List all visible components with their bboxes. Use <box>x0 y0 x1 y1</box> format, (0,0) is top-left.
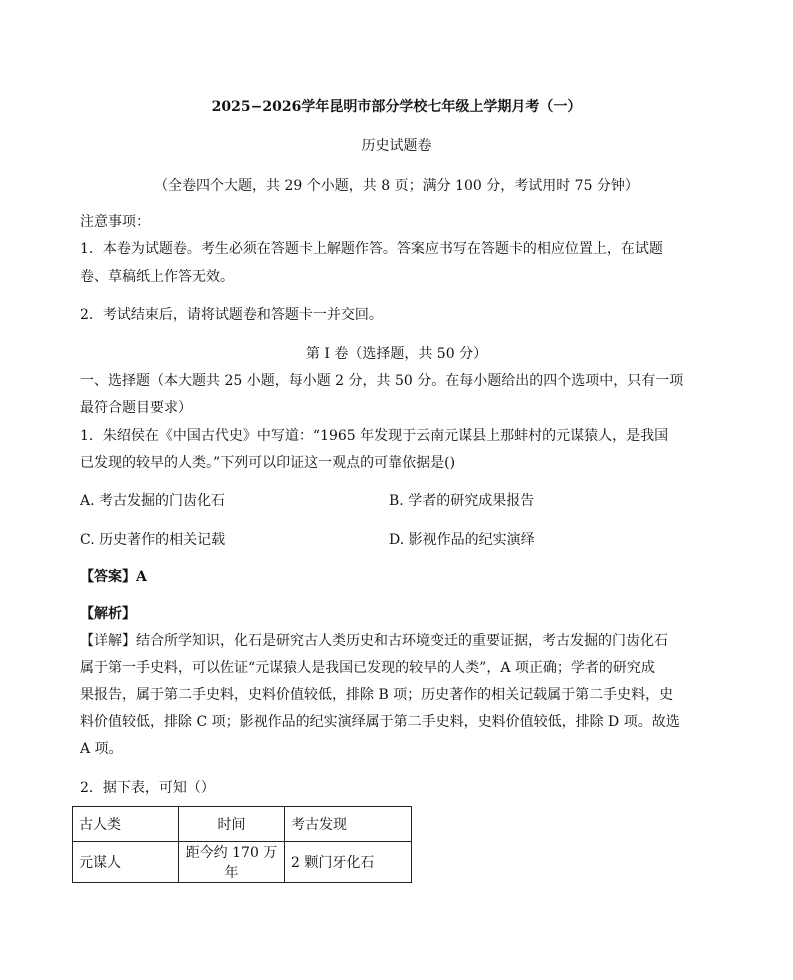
section-title: 第 I 卷（选择题，共 50 分） <box>305 346 488 362</box>
table-header-cell: 古人类 <box>73 807 179 842</box>
table-cell: 元谋人 <box>73 842 179 883</box>
q1-option-b: B. 学者的研究成果报告 <box>389 493 535 509</box>
notes-heading: 注意事项： <box>80 214 150 230</box>
table-cell: 2 颗门牙化石 <box>285 842 412 883</box>
q1-stem-line-1: 1．朱绍侯在《中国古代史》中写道：“1965 年发现于云南元谋县上那蚌村的元谋猿人，是我国 <box>80 428 669 444</box>
table-header-row <box>73 807 412 842</box>
q1-option-a: A. 考古发掘的门齿化石 <box>80 493 226 509</box>
table-cell: 距今约 170 万年 <box>179 842 285 883</box>
q1-detail-line-2: 属于第一手史料，可以佐证“元谋猿人是我国已发现的较早的人类”，A 项正确；学者的研究成 <box>80 660 655 676</box>
section-intro-line-2: 最符合题目要求） <box>80 400 192 416</box>
table-row <box>73 842 412 883</box>
table-header-cell: 时间 <box>179 807 285 842</box>
section-intro-line-1: 一、选择题（本大题共 25 小题，每小题 2 分，共 50 分。在每小题给出的四个选项中，只有一项 <box>80 373 684 389</box>
q2-stem: 2．据下表，可知（） <box>80 780 215 796</box>
note-item-2: 2．考试结束后，请将试题卷和答题卡一并交回。 <box>80 307 383 323</box>
note-item-1-line-2: 卷、草稿纸上作答无效。 <box>80 269 234 285</box>
page-subtitle: 历史试题卷 <box>361 138 432 154</box>
q1-analysis-heading: 【解析】 <box>80 606 136 622</box>
q1-option-c: C. 历史著作的相关记载 <box>80 532 226 548</box>
q1-detail-line-5: A 项。 <box>80 741 123 757</box>
q1-stem-line-2: 已发现的较早的人类。”下列可以印证这一观点的可靠依据是() <box>80 455 456 471</box>
q1-option-d: D. 影视作品的纪实演绎 <box>389 532 535 548</box>
q1-detail-line-3: 果报告，属于第二手史料，史料价值较低，排除 B 项；历史著作的相关记载属于第二手史料，史 <box>80 687 674 703</box>
table-header-cell: 考古发现 <box>285 807 412 842</box>
q1-answer: 【答案】A <box>80 569 147 585</box>
q1-detail-line-1: 【详解】结合所学知识，化石是研究古人类历史和古环境变迁的重要证据，考古发掘的门齿化石 <box>80 633 668 649</box>
note-item-1-line-1: 1．本卷为试题卷。考生必须在答题卡上解题作答。答案应书写在答题卡的相应位置上，在试题 <box>80 241 663 257</box>
page-title: 2025−2026学年昆明市部分学校七年级上学期月考（一） <box>211 99 582 115</box>
q2-table <box>72 806 412 883</box>
exam-info: （全卷四个大题，共 29 个小题，共 8 页；满分 100 分，考试用时 75 分钟） <box>154 178 639 194</box>
q1-detail-line-4: 料价值较低，排除 C 项；影视作品的纪实演绎属于第二手史料，史料价值较低，排除 D 项。故选 <box>80 714 680 730</box>
